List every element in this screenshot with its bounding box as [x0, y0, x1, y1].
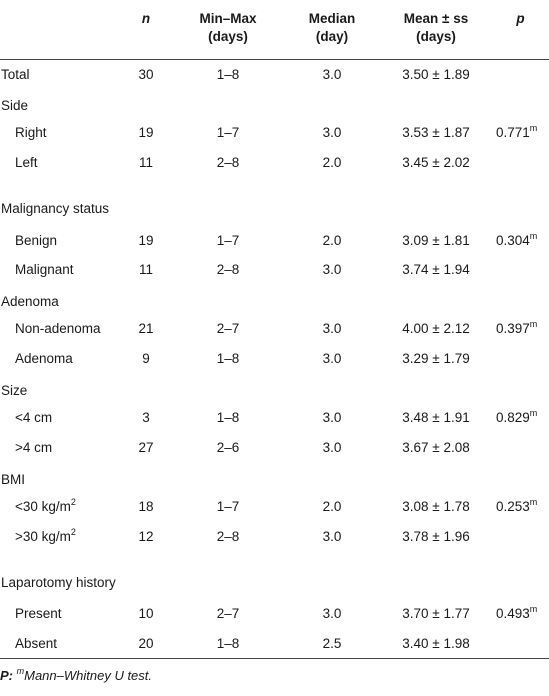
row-label-text: >30 kg/m — [15, 528, 71, 544]
cell-mean: 3.74 ± 1.94 — [402, 262, 470, 278]
row-label — [0, 433, 120, 463]
cell-p — [492, 59, 549, 89]
row-label — [0, 344, 120, 374]
row-label — [0, 599, 120, 629]
footnote-text: Mann–Whitney U test. — [24, 668, 153, 683]
cell-p — [492, 629, 549, 659]
cell-n: 30 — [138, 66, 154, 82]
cell-n: 19 — [138, 125, 154, 141]
p-value: 0.253 — [496, 499, 530, 515]
row-label — [0, 314, 120, 344]
group-row — [0, 177, 549, 225]
cell-range: 2–6 — [216, 439, 240, 455]
cell-median: 2.5 — [284, 629, 380, 659]
table-row — [0, 225, 549, 255]
cell-mean: 3.09 ± 1.81 — [402, 232, 470, 248]
group-label — [0, 285, 549, 315]
cell-n: 10 — [138, 606, 154, 622]
group-label-text: BMI — [1, 471, 26, 487]
table-row — [0, 344, 549, 374]
header-mean-line2: (days) — [416, 29, 456, 44]
cell-range: 2–8 — [216, 155, 240, 171]
row-label-text: Malignant — [15, 262, 74, 278]
cell-p — [492, 314, 549, 344]
p-value: 0.493 — [496, 606, 530, 622]
group-label-text: Adenoma — [1, 294, 59, 310]
p-value: 0.304 — [496, 232, 530, 248]
p-value-sup: m — [529, 408, 538, 419]
cell-mean: 3.48 ± 1.91 — [402, 410, 470, 426]
cell-mean: 3.78 ± 1.96 — [402, 528, 470, 544]
row-label — [0, 629, 120, 659]
table-row — [0, 433, 549, 463]
cell-n: 21 — [138, 321, 154, 337]
row-label-text: >4 cm — [15, 439, 53, 455]
footnote-sup: m — [16, 666, 25, 676]
cell-range: 1–7 — [216, 499, 240, 515]
table-row — [0, 492, 549, 522]
header-label-empty — [0, 0, 120, 59]
table-footnote — [0, 668, 152, 683]
table-row — [0, 314, 549, 344]
header-n: n — [120, 0, 172, 59]
cell-p — [492, 599, 549, 629]
cell-p — [492, 403, 549, 433]
row-label — [0, 255, 120, 285]
group-label — [0, 373, 549, 403]
cell-range: 1–8 — [216, 410, 240, 426]
p-value-sup: m — [529, 319, 538, 330]
cell-range: 2–8 — [216, 528, 240, 544]
cell-range: 1–8 — [216, 66, 240, 82]
cell-range: 1–8 — [172, 629, 284, 659]
cell-range: 1–8 — [216, 351, 240, 367]
cell-p — [492, 148, 549, 178]
cell-range: 1–7 — [216, 232, 240, 248]
header-mean-line1: Mean ± ss — [403, 11, 469, 26]
group-label — [0, 89, 549, 119]
cell-mean: 3.50 ± 1.89 — [402, 66, 470, 82]
row-label — [0, 148, 120, 178]
cell-p — [492, 225, 549, 255]
group-label-text: Laparotomy history — [1, 574, 116, 590]
cell-p — [492, 492, 549, 522]
cell-median: 3.0 — [322, 125, 342, 141]
cell-p — [492, 118, 549, 148]
group-row — [0, 89, 549, 119]
cell-mean: 4.00 ± 2.12 — [402, 321, 470, 337]
group-label-text: Size — [1, 382, 28, 398]
table-row — [0, 148, 549, 178]
cell-median: 3.0 — [322, 439, 342, 455]
row-label-sup: 2 — [70, 526, 76, 537]
cell-mean: 3.70 ± 1.77 — [402, 606, 470, 622]
p-value-sup: m — [529, 230, 538, 241]
cell-n: 11 — [138, 262, 153, 278]
row-label-text: Absent — [15, 635, 58, 651]
group-label-text: Malignancy status — [1, 201, 110, 217]
group-label — [0, 177, 549, 225]
cell-median: 2.0 — [322, 499, 342, 515]
p-value: 0.829 — [496, 410, 530, 426]
cell-mean: 3.29 ± 1.79 — [402, 351, 470, 367]
header-p: p — [492, 0, 549, 59]
table-row — [0, 403, 549, 433]
cell-p — [492, 255, 549, 285]
row-label — [0, 492, 120, 522]
row-label-text: <30 kg/m — [15, 499, 71, 515]
p-value-sup: m — [529, 604, 538, 615]
group-label-text: Side — [1, 98, 29, 114]
group-label — [0, 551, 549, 599]
cell-median: 3.0 — [322, 262, 342, 278]
table-row — [0, 521, 549, 551]
cell-median: 3.0 — [322, 351, 342, 367]
group-row — [0, 285, 549, 315]
cell-mean: 3.08 ± 1.78 — [402, 499, 470, 515]
header-median-line1: Median — [308, 11, 356, 26]
cell-mean: 3.40 ± 1.98 — [380, 629, 492, 659]
table-row — [0, 59, 549, 89]
table-body — [0, 59, 549, 658]
cell-n: 19 — [138, 232, 154, 248]
row-label-text: Non-adenoma — [15, 321, 101, 337]
p-value: 0.397 — [496, 321, 530, 337]
cell-n: 3 — [142, 410, 150, 426]
row-label — [0, 521, 120, 551]
header-range-line1: Min–Max — [199, 11, 257, 26]
header-range-line2: (days) — [208, 29, 248, 44]
row-label — [0, 403, 120, 433]
row-label-text: Left — [15, 155, 38, 171]
group-row — [0, 551, 549, 599]
cell-n: 27 — [138, 439, 154, 455]
cell-n: 9 — [142, 351, 150, 367]
cell-n: 12 — [138, 528, 154, 544]
table-row — [0, 255, 549, 285]
cell-mean: 3.53 ± 1.87 — [402, 125, 470, 141]
header-mean — [380, 0, 492, 59]
cell-median: 2.0 — [322, 232, 342, 248]
cell-median: 3.0 — [322, 410, 342, 426]
header-median-line2: (day) — [315, 29, 349, 44]
cell-median: 3.0 — [322, 321, 342, 337]
group-row — [0, 373, 549, 403]
cell-range: 2–7 — [216, 606, 240, 622]
cell-median: 3.0 — [322, 606, 342, 622]
header-range — [172, 0, 284, 59]
table-row — [0, 629, 549, 659]
cell-p — [492, 433, 549, 463]
group-row — [0, 462, 549, 492]
p-value-sup: m — [529, 497, 538, 508]
row-label-text: Right — [15, 125, 47, 141]
cell-n: 20 — [120, 629, 172, 659]
table-row — [0, 599, 549, 629]
cell-n: 18 — [138, 499, 154, 515]
row-label-text: Total — [1, 66, 30, 82]
cell-median: 3.0 — [322, 66, 342, 82]
cell-range: 2–8 — [216, 262, 240, 278]
p-value: 0.771 — [496, 125, 530, 141]
cell-range: 1–7 — [216, 125, 240, 141]
table-row — [0, 118, 549, 148]
cell-p — [492, 521, 549, 551]
header-median — [284, 0, 380, 59]
row-label-text: Benign — [15, 232, 58, 248]
footnote-prefix: P: — [0, 668, 13, 683]
header-row — [0, 0, 549, 59]
cell-p — [492, 344, 549, 374]
row-label — [0, 59, 120, 89]
row-label — [0, 118, 120, 148]
cell-median: 3.0 — [322, 528, 342, 544]
group-label — [0, 462, 549, 492]
cell-n: 11 — [138, 155, 153, 171]
row-label-text: Adenoma — [15, 351, 73, 367]
row-label-text: <4 cm — [15, 410, 53, 426]
cell-median: 2.0 — [322, 155, 342, 171]
cell-mean: 3.45 ± 2.02 — [402, 155, 470, 171]
cell-mean: 3.67 ± 2.08 — [402, 439, 470, 455]
row-label-text: Present — [15, 606, 62, 622]
row-label — [0, 225, 120, 255]
p-value-sup: m — [529, 123, 538, 134]
cell-range: 2–7 — [216, 321, 240, 337]
row-label-sup: 2 — [70, 497, 76, 508]
